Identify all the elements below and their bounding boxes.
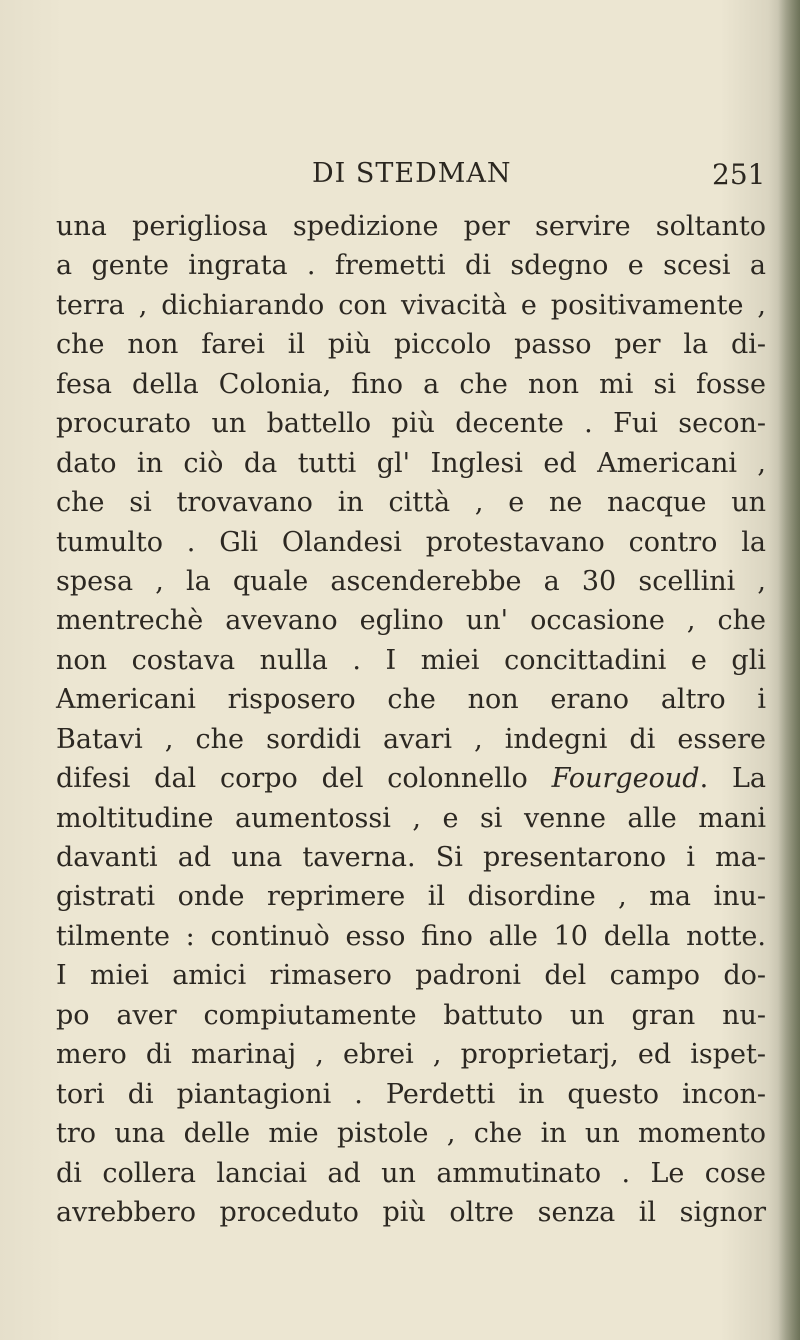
text-line: dato in ciò da tutti gl' Inglesi ed Americani , [56, 447, 766, 479]
text-line [56, 759, 766, 798]
page-header [0, 158, 800, 198]
text-line: non costava nulla . I miei concittadini e gli [56, 644, 766, 676]
text-line: che non farei il più piccolo passo per la di- [56, 329, 766, 361]
text-line: avrebbero proceduto più oltre senza il signor [56, 1196, 766, 1228]
text-line: Batavi , che sordidi avari , indegni di essere [56, 723, 766, 755]
text-line: che si trovavano in città , e ne nacque un [56, 487, 766, 519]
text-segment: . La [699, 763, 766, 795]
page-number: 251 [712, 158, 766, 191]
text-line: una perigliosa spedizione per servire soltanto [56, 211, 766, 242]
text-line: po aver compiutamente battuto un gran nu- [56, 999, 766, 1031]
text-line: tumulto . Gli Olandesi protestavano contro la [56, 526, 766, 558]
text-line: tori di piantagioni . Perdetti in questo incon- [56, 1078, 766, 1110]
text-line: spesa , la quale ascenderebbe a 30 scellini , [56, 565, 766, 597]
text-line: procurato un battello più decente . Fui secon- [56, 408, 766, 440]
text-line: mero di marinaj , ebrei , proprietarj, ed ispet- [56, 1039, 766, 1071]
text-line: tilmente : continuò esso fino alle 10 della notte. [56, 920, 766, 952]
colonel-name-italic: Fourgeoud [551, 763, 700, 795]
text-segment: difesi dal corpo del colonnello [56, 763, 552, 795]
text-line: moltitudine aumentossi , e si venne alle mani [56, 802, 766, 834]
body-text [56, 207, 766, 1232]
text-line: davanti ad una taverna. Si presentarono i ma- [56, 842, 766, 873]
text-line: tro una delle mie pistole , che in un momento [56, 1118, 766, 1150]
page-edge-shadow [778, 0, 800, 1340]
text-line: terra , dichiarando con vivacità e positivamente , [56, 289, 766, 321]
text-line: di collera lanciai ad un ammutinato . Le cose [56, 1157, 766, 1189]
text-line: gistrati onde reprimere il disordine , ma inu- [56, 881, 766, 913]
text-line: mentrechè avevano eglino un' occasione , che [56, 605, 766, 637]
text-line: Americani risposero che non erano altro i [56, 684, 766, 716]
text-line: I miei amici rimasero padroni del campo do- [56, 960, 766, 992]
text-line: fesa della Colonia, fino a che non mi si fosse [56, 368, 766, 400]
running-head: DI STEDMAN [312, 158, 512, 189]
text-line: a gente ingrata . fremetti di sdegno e scesi a [56, 250, 766, 282]
